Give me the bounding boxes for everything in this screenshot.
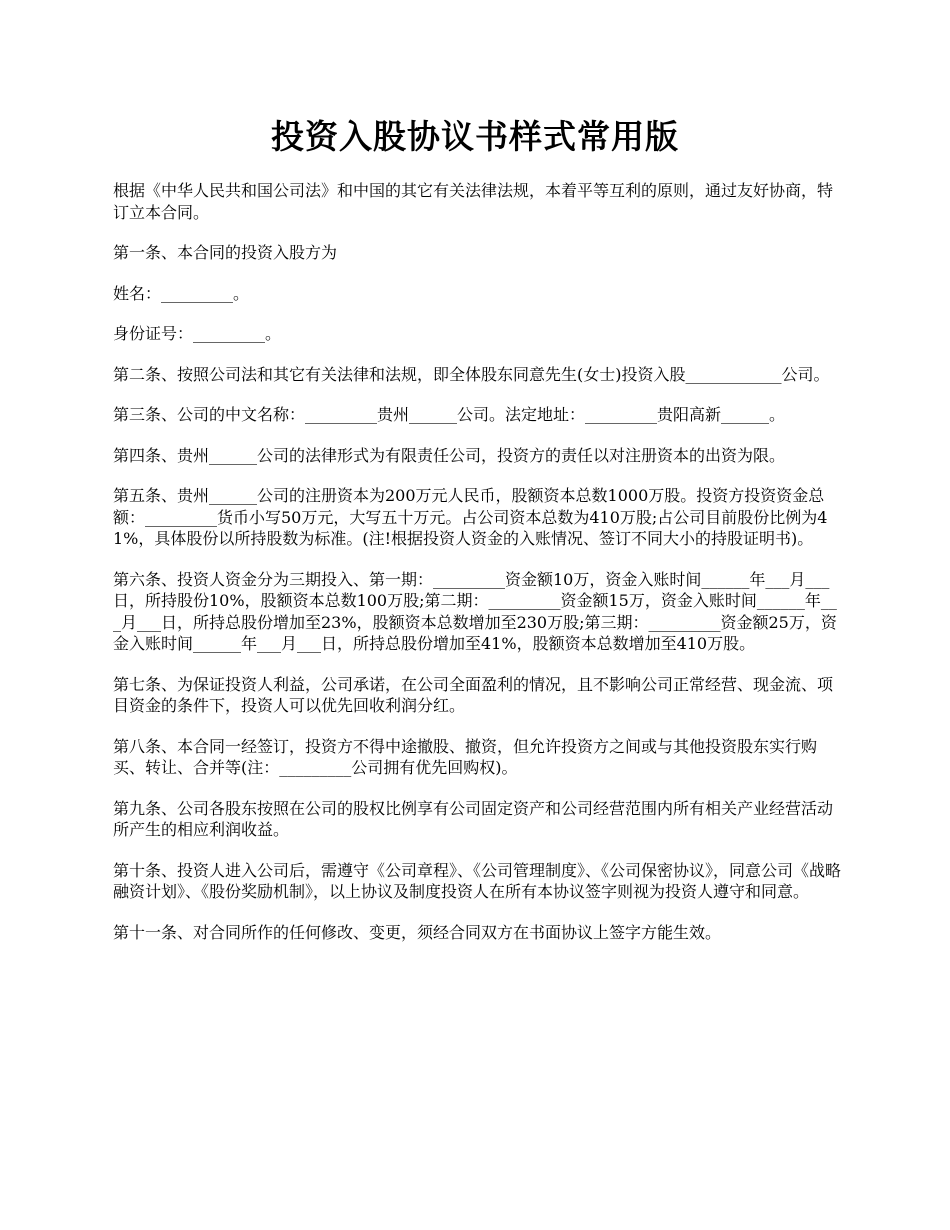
paragraph-article-7: 第七条、为保证投资人利益，公司承诺，在公司全面盈利的情况，且不影响公司正常经营、现金流、项目资金的条件下，投资人可以优先回收利润分红。	[113, 674, 834, 715]
paragraph-article-3: 第三条、公司的中文名称：_________贵州______公司。法定地址：_________贵阳高新______。	[113, 405, 786, 424]
document-title: 投资入股协议书样式常用版	[271, 117, 679, 156]
paragraph-article-6: 第六条、投资人资金分为三期投入、第一期：_________资金额10万，资金入账时间______年___月___日，所持股份10%，股额资本总数100万股;第二期：_________资金额15万，资金入账时间______年___月___日，所持总股份增加至23%，股额资本总数增加至230万股;第三期：_________资金额25万，资金入账时间______年___月___日，所持总股份增加至41%，股额资本总数增加至410万股。	[113, 569, 837, 653]
paragraph-id-number-field: 身份证号：_________。	[113, 324, 282, 343]
paragraph-article-11: 第十一条、对合同所作的任何修改、变更，须经合同双方在书面协议上签字方能生效。	[113, 922, 722, 942]
paragraph-name-field: 姓名：_________。	[113, 283, 250, 303]
paragraph-article-2: 第二条、按照公司法和其它有关法律和法规，即全体股东同意先生(女士)投资入股____________公司。	[113, 364, 830, 384]
paragraph-preamble: 根据《中华人民共和国公司法》和中国的其它有关法律法规，本着平等互利的原则，通过友好协商，特订立本合同。	[113, 181, 834, 222]
paragraph-article-1: 第一条、本合同的投资入股方为	[113, 243, 338, 262]
paragraph-article-10: 第十条、投资人进入公司后，需遵守《公司章程》、《公司管理制度》、《公司保密协议》，同意公司《战略融资计划》、《股份奖励机制》，以上协议及制度投资人在所有本协议签字则视为投资人遵守和同意。	[113, 860, 842, 901]
document-body	[113, 180, 843, 962]
paragraph-article-8: 第八条、本合同一经签订，投资方不得中途撤股、撤资，但允许投资方之间或与其他投资股东实行购买、转让、合并等(注：_________公司拥有优先回购权)。	[113, 736, 818, 777]
paragraph-article-5: 第五条、贵州______公司的注册资本为200万元人民币，股额资本总数1000万股。投资方投资资金总额：_________货币小写50万元，大写五十万元。占公司资本总数为410万股;占公司目前股份比例为41%，具体股份以所持股数为标准。(注!根据投资人资金的入账情况、签订不同大小的持股证明书)。	[113, 486, 828, 548]
paragraph-article-4: 第四条、贵州______公司的法律形式为有限责任公司，投资方的责任以对注册资本的出资为限。	[113, 445, 786, 465]
paragraph-article-9: 第九条、公司各股东按照在公司的股权比例享有公司固定资产和公司经营范围内所有相关产业经营活动所产生的相应利润收益。	[113, 798, 834, 839]
